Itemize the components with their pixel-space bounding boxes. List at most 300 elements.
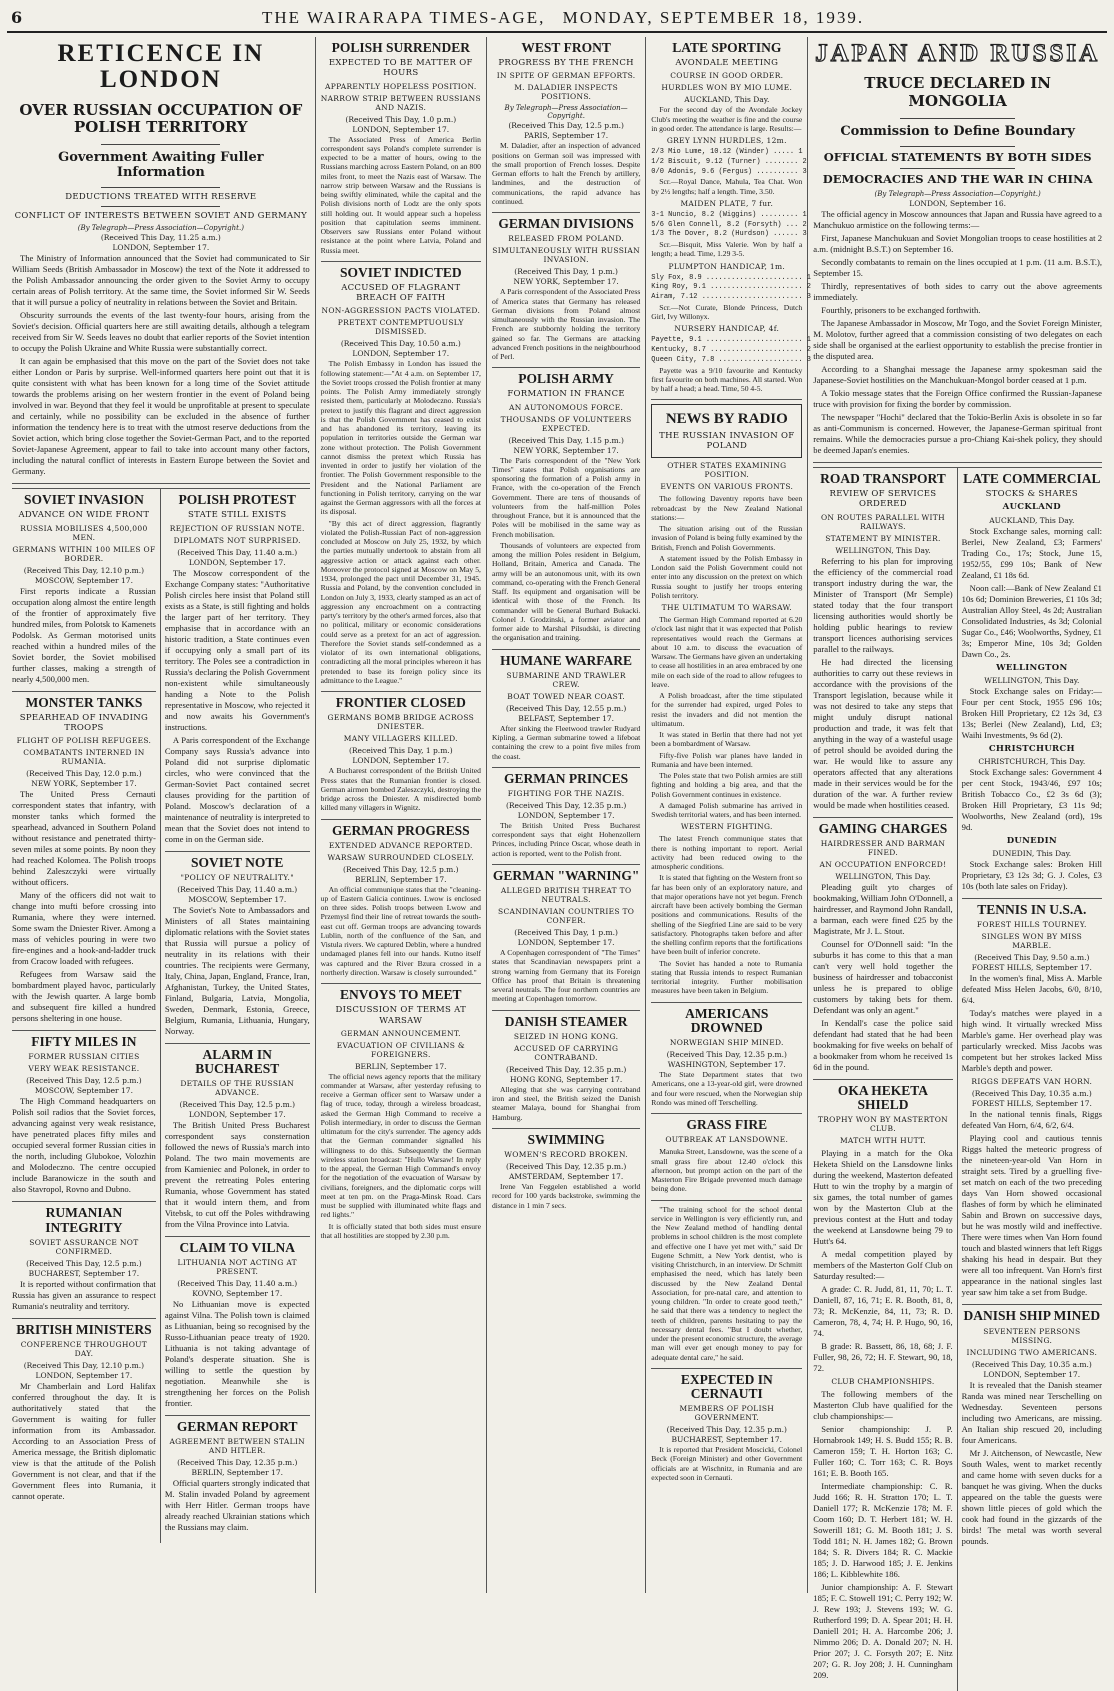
article-danish-steamer	[492, 1015, 640, 1129]
column-4	[487, 37, 646, 1593]
headline: FRONTIER CLOSED	[335, 695, 466, 711]
subhead: VERY WEAK RESISTANCE.	[28, 1064, 140, 1074]
market-heading: CHRISTCHURCH	[988, 743, 1075, 754]
paragraph: According to a Shanghai message the Japanese army spokesman said the Japanese-Soviet hostilities on the Manchukuan-Mongol border ceased at 1 p.m.	[813, 364, 1102, 386]
subhead: PRETEXT CONTEMPTUOUSLY DISMISSED.	[337, 318, 464, 337]
paragraph: The Soviet has handed a note to Rumania stating that Russia intends to respect Rumanian territorial integrity. Further mobilisation measures have been taken in Belgium.	[651, 958, 803, 996]
subhead: EXTENDED ADVANCE REPORTED.	[328, 840, 473, 850]
headline: SOVIET NOTE	[191, 854, 284, 870]
subhead: SEIZED IN HONG KONG.	[513, 1031, 619, 1041]
race-note: Scr.—Royal Dance, Mahula, Tea Chat. Won by 2½ lengths; half a length. Time, 3.50.	[651, 177, 803, 196]
subhead: SUBMARINE AND TRAWLER CREW.	[506, 670, 626, 689]
subhead: HAIRDRESSER AND BARMAN FINED.	[820, 838, 946, 857]
subhead: MANY VILLAGERS KILLED.	[343, 734, 458, 744]
subhead: DETAILS OF THE RUSSIAN ADVANCE.	[180, 1079, 295, 1098]
race-note: Scr.—Not Curate, Blonde Princess, Dutch Girl, Ivy Willonyx.	[651, 302, 803, 322]
race-result: 0/0 Adonis, 9.6 (Fergus) .......... 3	[651, 167, 807, 176]
dateline: FOREST HILLS, September 17.	[971, 1099, 1092, 1109]
headline: BRITISH MINISTERS	[16, 1321, 152, 1337]
received-time: (Received This Day, 11.40 a.m.)	[177, 884, 298, 894]
paragraph: Mr J. Aitchenson, of Newcastle, New South Wales, went to market recently and came home with seven ducks for a banquet he was giving. When the ducks appeared on the table the guests were shown little pieces of gold which the cook had found in the gizzards of the birds! The metal was worth several pounds.	[961, 1447, 1102, 1546]
paragraph: A statement issued by the Polish Embassy in London said the Polish Government could not enter into any discussion on the pretext on which Russia sought to justify her troops entering Polish territory.	[651, 553, 803, 600]
paragraph: No Lithuanian move is expected against Vilna. The Polish town is claimed as Lithuanian, being so recognised by the Russo-Lithuanian peace treaty of 1920. Lithuania is not taking advantage of Poland's desperate situation. She is willing to settle the question by negotiation. Meanwhile she is strengthening her forces on the Polish frontier.	[164, 1299, 310, 1409]
subhead: OUTBREAK AT LANSDOWNE.	[665, 1135, 789, 1145]
market-heading: AUCKLAND	[1002, 502, 1061, 513]
paragraph: Thousands of volunteers are expected from among the million Poles resident in Belgium, Holland, Britain, America and Canada. The army will be an autonomous unit, with its own command, co-operating with the French General Staff. Its equipment and organisation will be identical with those of the French. Its commander will be General Burhard Bukacki. Colonel J. Grodzinski, a former aviator and former aide to Marshal Pilsudski, is directing the organisation and training.	[491, 540, 641, 643]
paragraph: A Polish broadcast, after the time stipulated for the surrender had expired, urged Poles to resist the invaders and did not mention the ultimatum.	[651, 691, 803, 728]
paragraph: Stock Exchange sales on Friday:—Four per cent Stock, 1955 £96 10s; Broken Hill Proprietary, £2 12s 3d, £3 13s; Berlei (New Zealand), Ltd, £3; Waihi Investments, 9s 6d (2).	[961, 685, 1102, 740]
dateline: AUCKLAND, This Day.	[684, 95, 770, 105]
received-time: (Received This Day, 12.35 p.m.)	[505, 800, 627, 810]
race-title: GREY LYNN HURDLES, 12m.	[666, 136, 787, 146]
article-british-ministers	[12, 1323, 156, 1508]
article-german-progress	[321, 824, 481, 985]
dateline: KOVNO, September 17.	[192, 1289, 283, 1299]
paragraph: Refugees from Warsaw said the bombardment played havoc, particularly with the Jewish quarter. A large bomb and subsequent fire killed a hundred persons sheltering in one house.	[12, 969, 156, 1024]
paragraph: He had directed the licensing authorities to carry out these reviews in accordance with the provisions of the Transport legislation, because while it was not desired to take any steps that might unduly disrupt national production and trade, it was felt that anything in the way of a wasteful usage of petrol should be avoided during the war. He would like to assure any operators affected that any alterations made in their services would be for the duration of the war. A further review would be made when hostilities ceased.	[813, 656, 953, 810]
headline: ENVOYS TO MEET	[340, 987, 462, 1003]
paragraph: It is reported that President Moscicki, Colonel Beck (Foreign Minister) and other Government officials are at Wischnitz, in Rumania and are expected soon in Cernauti.	[651, 1445, 803, 1482]
paragraph: Noon call:—Bank of New Zealand £1 10s 6d; Dominion Breweries, £1 10s 3d; Australian Alloy Steel, 4s 2d; Australian Consolidated Industries, 4s 3d; Colonial Sugar Co., £46; Woolworths, Sydney, £1 3s; Emperor Mine, 10s 3d; Golden Dawn Co., 2s.	[961, 582, 1102, 659]
received-time: (Received This Day, 10.35 a.m.)	[971, 1089, 1092, 1099]
paragraph: First, Japanese Manchukuan and Soviet Mongolian troops to cease hostilities at 2 a.m. (midnight B.S.T.) on September 16.	[813, 233, 1102, 255]
subhead: SIMULTANEOUSLY WITH RUSSIAN INVASION.	[492, 246, 640, 265]
paragraph: The latest French communique states that there is nothing important to report. Aerial activity had been reduced owing to the atmospheric conditions.	[651, 834, 803, 872]
masthead-line	[262, 8, 864, 28]
paragraph: The British United Press Bucharest correspondent says consternation followed the news of Russia's march into Poland. The two main movements are from Kamieniec and Polonek, in order to prevent the retreating Poles entering Rumania, whose Government has stated that it would intern them, and from Vitebsk, to cut off the Poles withdrawing from the Vilna Province into Latvia.	[164, 1120, 310, 1230]
dateline: LONDON, September 17.	[352, 124, 450, 134]
paragraph: After sinking the Fleetwood trawler Rudyard Kipling, a German submarine towed a lifeboat containing the crew to a point five miles from the coast.	[491, 723, 641, 761]
subhead: BOAT TOWED NEAR COAST.	[507, 691, 625, 701]
deck: SPEARHEAD OF INVADING TROOPS	[19, 712, 149, 733]
deck: THE RUSSIAN INVASION OF POLAND	[659, 431, 795, 452]
right-subcolumns	[813, 467, 1102, 1691]
column-5	[646, 37, 811, 1593]
race-result: 1/2 Biscuit, 9.12 (Turner) ........ 2	[651, 157, 807, 166]
article-monster-tanks	[12, 696, 156, 1032]
paragraph: Mr Chamberlain and Lord Halifax conferred throughout the day. It is authoritatively stated that the Government is waiting for fuller information from its Ambassador. According to an Association Press of America message, the British diplomatic view is that the attitude of the Polish Government is not clear, and that if the Government flees into Rumania, it cannot operate.	[12, 1380, 156, 1501]
subhead: STATEMENT BY MINISTER.	[825, 533, 941, 543]
dateline: LONDON, September 17.	[352, 349, 450, 359]
race-title: MAIDEN PLATE, 7 fur.	[680, 198, 774, 208]
received-time: (Received This Day, 11.40 a.m.)	[177, 1279, 298, 1289]
paragraph: Stock Exchange sales, morning call: Berlei, New Zealand, £3; Farmers' Trading Co., 17s; Stock, June 15, 1952/55, £99 10s; Bank of New Zealand, £1 18s 6d.	[961, 525, 1102, 580]
subhead: LITHUANIA NOT ACTING AT PRESENT.	[177, 1258, 297, 1277]
subhead: AN OCCUPATION ENFORCED!	[819, 859, 947, 869]
article-german-divisions	[492, 217, 640, 368]
dateline: BERLIN, September 17.	[355, 1061, 447, 1071]
received-time: (Received This Day, 12.10 p.m.)	[23, 565, 145, 575]
headline: ALARM IN BUCHAREST	[195, 1046, 280, 1076]
paragraph: Intermediate championship: C. R. Judd 166; R. H. Stratton 170; L. T. Daniell 177; R. McKenzie 178; M. F. Coom 160; D. T. Herbert 181; W. H. Sowerill 181; G. M. Booth 181; J. S. Todd 181; N. H. James 182; G. Brown 184; S. R. Divers 184; R. C. Mackie 185; J. D. Harwood 185; J. E. Jenkins 186; L. Kibblewhite 186.	[813, 1481, 953, 1580]
headline: NEWS BY RADIO	[665, 411, 788, 428]
race-result: Kentucky, 8.7 ...................... 2	[651, 346, 811, 355]
headline: OKA HEKETA SHIELD	[837, 1082, 929, 1113]
received-time: (Received This Day, 12.35 p.m.)	[505, 1162, 627, 1171]
headline: POLISH ARMY	[518, 371, 614, 387]
paragraph: The State Department states that two Americans, one a 13-year-old girl, were drowned and four were rescued, when the Norwegian ship Rondo was mined off Terschelling.	[651, 1070, 803, 1107]
dateline: LONDON, September 17.	[188, 1110, 286, 1120]
received-time: (Received This Day, 10.50 a.m.)	[340, 339, 461, 349]
headline: FIFTY MILES IN	[31, 1034, 137, 1050]
dateline: BELFAST, September 17.	[518, 713, 615, 723]
deck: Commission to Define Boundary	[840, 123, 1075, 139]
article-oka-heketa	[813, 1084, 952, 1687]
dateline: LONDON, September 17.	[112, 243, 210, 253]
paragraph: B grade: R. Bassett, 86, 18, 68; J. F. Fuller, 98, 26, 72; H. F. Stewart, 90, 18, 72.	[813, 1341, 953, 1374]
race-title: PLUMPTON HANDICAP, 1m.	[668, 261, 786, 271]
paragraph: In Kendall's case the police said defendant had stated that he had been bookmaking for five weeks on behalf of a bookmaker from whom he received 1s 6d in the pound.	[813, 1017, 953, 1072]
paragraph: It is stated that fighting on the Western front so far has been only of an exploratory nature, and that major operations have not yet begun. French aircraft have been actively bombing the German positions and communications. Results of the shelling of the Siegfried Line are said to be very satisfactory. Photographs taken before and after the shelling confirm reports that the fortifications have been built of inferior concrete.	[651, 873, 803, 957]
headline: GAMING CHARGES	[818, 820, 948, 836]
issue-date: MONDAY, SEPTEMBER 18, 1939.	[562, 8, 865, 27]
paragraph: Official quarters strongly indicated that M. Stalin invaded Poland by agreement with Herr Hitler. German troops have already reached Ukrainian stations which the Russians may claim.	[164, 1478, 310, 1533]
paragraph: The Soviet's Note to Ambassadors and Ministers of all States maintaining diplomatic relations with the Soviet states that Russia will pursue a policy of neutrality in its relations with their countries. The recipients were Germany, Italy, China, Japan, England, France, Iran, Afghanistan, Turkey, the United States, Finland, Bulgaria, Latvia, Mongolia, Sweden, Denmark, Estonia, Greece, Belgium, Rumania, Lithuania, Hungary, Norway.	[164, 904, 310, 1036]
paragraph: It was stated in Berlin that there had not yet been a bombardment of Warsaw.	[651, 730, 803, 749]
received-time: (Received This Day, 12.55 p.m.)	[505, 703, 627, 713]
deck: OFFICIAL STATEMENTS BY BOTH SIDES	[823, 149, 1092, 164]
subhead: GERMANS WITHIN 100 MILES OF BORDER.	[12, 544, 156, 563]
article-road-transport	[813, 472, 952, 818]
received-time: (Received This Day, 12.0 p.m.)	[26, 769, 142, 779]
received-time: (Received This Day, 11.40 a.m.)	[177, 547, 298, 557]
paragraph: A Paris correspondent of the Exchange Company says Russia's advance into Poland did not surprise diplomatic circles, who were convinced that the German-Soviet Pact contained secret clauses providing for the partition of Poland. Moscow's declaration of a maintenance of neutrality is interpreted to mean that the Soviet does not intend to come in on the German side.	[164, 734, 310, 844]
article-claim-vilna	[165, 1241, 310, 1416]
subhead: "POLICY OF NEUTRALITY."	[180, 872, 294, 882]
article-envoys	[321, 988, 481, 1246]
race-result: 5/6 Glen Connell, 8.2 (Forsyth) ... 2	[651, 220, 807, 229]
dateline: NEW YORK, September 17.	[513, 445, 619, 455]
dateline: WELLINGTON, This Day.	[835, 871, 931, 881]
paragraph: A Copenhagen correspondent of "The Times" states that Scandinavian newspapers print a strong warning from Germany that its Foreign Office has proof that Britain is threatening several neutrals. The four northern countries are meeting at Copenhagen tomorrow.	[491, 948, 641, 1004]
headline: ROAD TRANSPORT	[820, 471, 946, 487]
dateline: BERLIN, September 17.	[355, 874, 447, 884]
paragraph: Obscurity surrounds the events of the last twenty-four hours, arising from the Soviet's decision. Official quarters here are still awaiting details, although a telegram received from Sir W. Seeds leaves no doubt that earlier reports of the Soviet intention to occupy the Polish Ukraine and White Russia were substantially correct.	[12, 310, 310, 354]
deck: REVIEW OF SERVICES ORDERED	[829, 489, 937, 510]
article-fifty-miles	[12, 1035, 156, 1202]
subhead: THOUSANDS OF VOLUNTEERS EXPECTED.	[500, 414, 632, 433]
subhead: SINGLES WON BY MISS MARBLE.	[981, 932, 1083, 951]
subhead: IN SPITE OF GERMAN EFFORTS.	[496, 71, 636, 81]
article-late-commercial	[962, 472, 1102, 899]
paragraph: Referring to his plan for improving the efficiency of the commercial road transport industry during the war, the Minister of Transport (Mr Semple) stated today that the four transport licensing authorities would shortly be holding public hearings to review transport licences authorising services parallel to the railways.	[813, 555, 953, 654]
paragraph: The German High Command reported at 6.20 o'clock last night that it was expected that Polish representatives would reach the Germans at about 10 a.m. to discuss the evacuation of Warsaw. The Germans have given an undertaking to cease all hostilities in an area embraced by one mile on each side of the road to allow refugees to leave.	[651, 615, 803, 689]
paragraph: An official communique states that the "cleaning-up of Eastern Galicia continues. Lwow is enclosed on three sides. Polish troops between Lwow and Przemysl find their line of retreat towards the south-east cut off. German troops are advancing towards Lublin, north of the confluence of the San, and Vistula rivers. We captured Deblin, where a hundred undamaged planes fell into our hands. Kutno itself was captured and the River Bzura crossed in a northerly direction. Warsaw is closely surrounded."	[320, 884, 481, 977]
headline: RETICENCE IN LONDON	[57, 40, 265, 94]
subhead: DEDUCTIONS TREATED WITH RESERVE	[65, 191, 257, 202]
headline: GERMAN DIVISIONS	[498, 216, 634, 232]
subhead: RUSSIA MOBILISES 4,500,000 MEN.	[20, 523, 148, 542]
headline: GRASS FIRE	[686, 1117, 768, 1133]
article-tennis	[962, 903, 1102, 1305]
deck: TRUCE DECLARED IN MONGOLIA	[864, 74, 1052, 110]
dateline: AUCKLAND, This Day.	[989, 515, 1075, 525]
paragraph: "The training school for the school dental service in Wellington is very efficiently run, and the New Zealand method of handling dental problems in school children is the most complete and effective one I have yet met with," said Dr Eugene Schmitt, a New York dentist, who is visiting Christchurch, in an interview. Dr Schmitt emphasised the need, which has lately been discussed by the New Zealand Dental Association, for pre-natal care, and attention to young children. "In order to create good teeth," he said that there was a tendency to neglect the teeth of children, parents hesitating to pay the necessary dental fees. "But I doubt whether, under the present economic structure, the average man will ever get enough money to pay for adequate dental care," he said.	[651, 1204, 803, 1362]
article-frontier-closed	[321, 696, 481, 819]
subhead: AGREEMENT BETWEEN STALIN AND HITLER.	[169, 1437, 306, 1456]
dateline: HONG KONG, September 17.	[509, 1074, 623, 1084]
deck: EXPECTED TO BE MATTER OF HOURS	[328, 58, 473, 79]
paragraph: Fifty-five Polish war planes have landed in Rumania and have been interned.	[651, 750, 803, 769]
received-time: (Received This Day, 12.35 p.m.)	[666, 1050, 787, 1060]
paragraph: Junior championship: A. F. Stewart 185; F. C. Stowell 191; C. Perry 192; W. J. Rew 193; J. Stevens 193; W. G. Rutherford 199; D. A. Spear 201; H. H. Daniell 201; H. A. Harcombe 206; J. Nimmo 206; D. A. Donald 207; N. H. Prior 207; J. C. Forsyth 207; E. Nitz 207; G. R. Joy 208; J. H. Cunningham 209.	[813, 1582, 953, 1681]
market-heading: DUNEDIN	[1006, 836, 1057, 847]
subhead: GERMAN ANNOUNCEMENT.	[340, 1028, 461, 1038]
paragraph: Thirdly, representatives of both sides to carry out the above agreements immediately.	[813, 281, 1102, 303]
received-time: (Received This Day, 12.10 p.m.)	[23, 1360, 145, 1370]
subhead: FOREST HILLS TOURNEY.	[976, 920, 1087, 930]
byline: (By Telegraph—Press Association—Copyright.)	[874, 190, 1041, 199]
headline: WEST FRONT	[521, 40, 611, 55]
paragraph: Manuka Street, Lansdowne, was the scene of a small grass fire about 12.40 o'clock this afternoon, but prompt action on the part of the Masterton Fire Brigade prevented much damage being done.	[651, 1147, 803, 1194]
headline: CLAIM TO VILNA	[179, 1240, 295, 1256]
subhead: ALLEGED BRITISH THREAT TO NEUTRALS.	[500, 886, 632, 905]
subhead: TROPHY WON BY MASTERTON CLUB.	[817, 1115, 949, 1134]
headline: POLISH SURRENDER	[331, 40, 471, 55]
paragraph: It is officially stated that both sides must ensure that all hostilities are stopped by 2.30 p.m.	[320, 1221, 481, 1240]
paragraph: Senior championship: J. P. Hornabrook 149; H. S. Budd 155; R. B. Cameron 159; T. H. Horton 163; C. Fuller 160; C. Torr 163; C. R. Boys 161; E. B. Booth 165.	[813, 1424, 953, 1479]
headline: HUMANE WARFARE	[500, 652, 633, 668]
dateline: LONDON, September 17.	[983, 1369, 1081, 1379]
paragraph: Pleading guilt yto charges of bookmaking, William John O'Donnell, a hairdresser, and Raymond John Randall, a barman, each were fined £25 by the Magistrate, Mr J. L. Stout.	[813, 881, 953, 936]
subhead: RELEASED FROM POLAND.	[508, 234, 624, 244]
paragraph: It is reported without confirmation that Russia has given an assurance to respect Rumania's neutrality and territory.	[12, 1278, 156, 1311]
received-time: (Received This Day, 12.5 p.m.)	[26, 1076, 142, 1086]
race-result: Queen City, 7.8 .................... 3	[651, 355, 811, 364]
right-column	[808, 37, 1107, 1681]
dateline: AMSTERDAM, September 17.	[508, 1172, 624, 1181]
newspaper-title: THE WAIRARAPA TIMES-AGE,	[261, 8, 546, 27]
received-time: (Received This Day, 1.0 p.m.)	[345, 114, 457, 124]
subhead: COMBATANTS INTERNED IN RUMANIA.	[23, 748, 145, 767]
subhead: FORMER RUSSIAN CITIES	[28, 1052, 140, 1062]
paragraph: The British United Press Bucharest correspondent says that eight Hohenzollern Princes, including Prince Oscar, whose death in action is reported, went to the Polish front.	[491, 820, 641, 858]
paragraph: It can again be emphasised that this move on the part of the Soviet does not take either London or Paris by surprise. Well-informed quarters here point out that it is quite consistent with what has been known for a long time of the Soviet attitude towards the problems arising on her western frontier in the event of Poland being involved in war. Beyond that they feel it would be unprofitable at present to speculate and certainly, while no possibility can be excluded in the absence of further information the tendency here is to treat with the utmost reserve deductions from the Soviet action, which bring close together the Soviet-German Pact, and to the reported Soviet-Japanese Agreement, appear to fail to take into account many other factors, including the natural conflict of interests in Eastern Europe between the Soviet and Germany.	[12, 356, 310, 477]
deck: DISCUSSION OF TERMS AT WARSAW	[335, 1005, 467, 1026]
paragraph: In the women's final, Miss A. Marble defeated Miss Helen Jacobs, 6/0, 8/10, 6/4.	[961, 973, 1102, 1006]
article-japan-russia	[813, 41, 1102, 463]
subhead: FLIGHT OF POLISH REFUGEES.	[16, 736, 152, 746]
paragraph: Stock Exchange sales: Broken Hill Proprietary, £3 12s 3d; G. J. Coles, £3 10s (both late sales on Friday).	[961, 859, 1102, 892]
paragraph: Counsel for O'Donnell said: "In the suburbs it has come to this that a man can't very well hold together the business of hairdresser and tobacconist unless he is prepared to oblige customers by taking bets for them. Defendant was only an agent."	[813, 938, 953, 1015]
paragraph: M. Daladier, after an inspection of advanced positions on German soil was impressed with the small proportion of French losses. Despite German efforts to halt the French by artillery, landmines, and the destruction of communications, the rapid advance has continued.	[491, 141, 641, 206]
received-time: (Received This Day, 1 p.m.)	[348, 746, 453, 756]
headline: GERMAN REPORT	[176, 1419, 298, 1435]
article-rumanian	[12, 1206, 156, 1318]
paragraph: The United Press Cernauti correspondent states that infantry, with monster tanks which formed the spearhead, advanced in Southern Poland without resistance and penetrated thirty-seven miles at some points. By noon they had reached Kolomea. The Polish troops behind Zaleszczyki were virtually without officers.	[12, 789, 156, 888]
subhead: HURDLES WON BY MIO LUME.	[661, 83, 793, 93]
race-result: Airam, 7.12 ........................ 3	[651, 293, 811, 302]
received-time: (Received This Day, 11.25 a.m.)	[100, 233, 221, 243]
deck: STOCKS & SHARES	[985, 489, 1079, 500]
subhead: WARSAW SURROUNDED CLOSELY.	[327, 852, 475, 862]
article-polish-surrender	[321, 41, 481, 262]
dateline: MOSCOW, September 17.	[34, 575, 133, 585]
subhead: REJECTION OF RUSSIAN NOTE.	[169, 523, 305, 533]
subhead: WESTERN FIGHTING.	[680, 822, 773, 832]
received-time: (Received This Day, 12.35 p.m.)	[666, 1425, 787, 1435]
headline: POLISH PROTEST	[178, 492, 296, 508]
headline: MONSTER TANKS	[25, 694, 143, 710]
article-soviet-invasion	[12, 493, 156, 691]
deck: OVER RUSSIAN OCCUPATION OF POLISH TERRITORY	[19, 100, 303, 136]
headline: DANISH SHIP MINED	[963, 1308, 1101, 1324]
headline: DANISH STEAMER	[504, 1013, 628, 1029]
subhead: APPARENTLY HOPELESS POSITION.	[325, 81, 477, 91]
article-warning	[492, 869, 640, 1011]
dateline: NEW YORK, September 17.	[513, 277, 619, 287]
dateline: LONDON, September 16.	[909, 199, 1007, 209]
dateline: WELLINGTON, This Day.	[835, 545, 931, 555]
race-result: Sly Fox, 8.9 ....................... 1	[651, 273, 811, 282]
subhead: SEVENTEEN PERSONS MISSING.	[983, 1326, 1081, 1345]
headline: EXPECTED IN CERNAUTI	[680, 1371, 773, 1401]
paragraph: It is revealed that the Danish steamer Randa was mined near Terschelling on Wednesday. Seventeen persons including two Americans, are missing. An Italian ship rescued 20, including four Americans.	[961, 1379, 1102, 1445]
column-3	[316, 37, 487, 1593]
paragraph: The Associated Press of America Berlin correspondent says Poland's complete surrender is expected to be a matter of hours, owing to the Russians marching across Eastern Poland, on an 800 miles front, to meet the Nazis east of Warsaw. The narrow strip between Warsaw and the Russians is being swiftly eliminated, while the capital and the Polish divisions north of Lodz are the only spots still holding out. It would appear such a hopeless position that capitulation seems imminent. Observers saw Russians enter Poland without resistance at the point where Latvia, Poland and Russia meet.	[320, 134, 481, 255]
dateline: DUNEDIN, This Day.	[992, 849, 1072, 859]
received-time: (Received This Day, 1.15 p.m.)	[508, 435, 624, 445]
headline: JAPAN AND RUSSIA	[815, 40, 1101, 67]
subhead: NORWEGIAN SHIP MINED.	[669, 1038, 784, 1048]
headline: RUMANIAN INTEGRITY	[45, 1205, 123, 1235]
dateline: LONDON, September 17.	[352, 756, 450, 766]
paragraph: A Bucharest correspondent of the British United Press states that the Rumanian frontier is closed. German airmen bombed Zaleszczyki, destroying the bridge across the Dniester. A misdirected bomb killed many villagers in Wignitz.	[320, 766, 481, 813]
subhead: SOVIET ASSURANCE NOT CONFIRMED.	[29, 1237, 139, 1256]
article-late-sporting	[651, 40, 811, 400]
masthead	[7, 6, 1107, 33]
subhead: EVACUATION OF CIVILIANS & FOREIGNERS.	[336, 1040, 465, 1059]
article-polish-army	[492, 372, 640, 649]
paragraph: Playing cool and cautious tennis Riggs halted the meteoric progress of the nineteen-year-old Van Horn in straight sets. Tired by a gruelling five-set match on each of the two preceding days Van Horn showed occasional flashes of form by which he eliminated Sabin and Brown on successive days, but he was mostly wild and ineffective. There were times when Van Horn found touch and blasted winners that left Riggs shaking his head in despair. But they were all too infrequent. Van Horn's first appearance in the national singles last year saw him take a set from Budge.	[961, 1133, 1102, 1298]
article-reticence	[12, 41, 310, 484]
headline: GERMAN "WARNING"	[492, 867, 640, 883]
paragraph: First reports indicate a Russian occupation along almost the entire length of the frontier of approximately five hundred miles, from Polotsk to Kamenets Podolsk. As German motorised units reached within a hundred miles of the Soviet border, the Soviet mobilised further classes, making a strength of nearly 4,500,000 men.	[12, 585, 156, 684]
dateline: MOSCOW, September 17.	[188, 894, 287, 904]
received-time: (Received This Day, 12.5 p.m.)	[26, 1258, 142, 1268]
headline: SOVIET INVASION	[23, 492, 144, 508]
article-humane	[492, 654, 640, 768]
article-polish-protest	[165, 493, 310, 851]
paragraph: The Japanese Ambassador in Moscow, Mr Togo, and the Soviet Foreign Minister, M. Molotov, further agreed that a commission consisting of two delegates on each side shall be organised at the earliest opportunity to establish the precise frontier in the disputed area.	[813, 318, 1102, 362]
paragraph: The official agency in Moscow announces that Japan and Russia have agreed to a Manchukuo armistice on the following terms:—	[813, 209, 1102, 231]
deck: Government Awaiting Fuller Information	[58, 150, 264, 180]
paragraph: The Ministry of Information announced that the Soviet had communicated to Sir William Seeds (British Ambassador in Moscow) the text of the Note it addressed to the Polish Ambassador announcing the order given to the Soviet Army to occupy certain areas of Polish territory. At the same time, the Soviet informed Sir W. Seeds that it will pursue a policy of neutrality in relations between the Soviet and Britain.	[12, 253, 310, 308]
article-gaming-charges	[813, 822, 952, 1080]
article-german-report	[165, 1420, 310, 1539]
paragraph: A medal competition played by members of the Masterton Golf Club on Saturday resulted:—	[813, 1249, 953, 1282]
paragraph: A damaged Polish submarine has arrived in Swedish territorial waters, and has been interned.	[651, 800, 803, 820]
received-time: (Received This Day, 12.35 p.m.)	[505, 1064, 627, 1074]
subhead: ON ROUTES PARALLEL WITH RAILWAYS.	[820, 512, 945, 531]
paragraph: In the national tennis finals, Riggs defeated Van Horn, 6/4, 6/2, 6/4.	[961, 1109, 1102, 1131]
subhead: MATCH WITH HUTT.	[839, 1136, 926, 1146]
dateline: LONDON, September 17.	[517, 810, 615, 820]
article-alarm-bucharest	[165, 1048, 310, 1237]
article-americans-drowned	[651, 1007, 802, 1114]
received-time: (Received This Day, 1 p.m.)	[514, 928, 618, 938]
dateline: CHRISTCHURCH, This Day.	[978, 757, 1086, 767]
subhead: AN AUTONOMOUS FORCE.	[509, 402, 624, 412]
headline: GERMAN PRINCES	[504, 770, 629, 786]
deck: FORMATION IN FRANCE	[507, 389, 625, 400]
article-dental	[651, 1205, 802, 1369]
paragraph: The following members of the Masterton Club have qualified for the club championships:—	[813, 1389, 953, 1422]
market-heading: WELLINGTON	[996, 662, 1068, 673]
subhead: ACCUSED OF CARRYING CONTRABAND.	[513, 1043, 619, 1062]
paragraph: A Paris correspondent of the Associated Press of America states that Germany has released German divisions from Poland almost simultaneously with the Russian invasion. The French are stubbornly holding the territory gained so far. The Germans are attacking advanced French positions in the neighbourhood of Perl.	[491, 287, 641, 362]
subhead: SCANDINAVIAN COUNTRIES TO CONFER.	[498, 907, 635, 926]
subhead: GERMANS BOMB BRIDGE ACROSS DNIESTER.	[327, 713, 475, 732]
received-time: (Received This Day, 12.5 p.m.)	[179, 1100, 296, 1110]
paragraph: Alleging that she was carrying contraband iron and steel, the British seized the Danish steamer Malaya, bound for Shanghai from Hamburg.	[491, 1084, 641, 1122]
subhead: THE ULTIMATUM TO WARSAW.	[661, 603, 792, 613]
paragraph: A grade: C. R. Judd, 81, 11, 70; L. T. Daniell, 87, 16, 71; E. R. Booth, 81, 8, 73; R. McKenzie, 84, 11, 73; R. D. Cameron, 78, 4, 74; H. P. Hugo, 90, 16, 74.	[813, 1284, 953, 1339]
subhead: WOMEN'S RECORD BROKEN.	[504, 1150, 628, 1159]
article-swimming	[492, 1133, 640, 1216]
dateline: NEW YORK, September 17.	[31, 779, 137, 789]
article-news-by-radio	[651, 404, 802, 1002]
race-result: Payette, 9.1 ....................... 1	[651, 336, 811, 345]
paragraph: For the second day of the Avondale Jockey Club's meeting the weather is fine and the course in good order. The attendance is large. Results:—	[651, 105, 803, 133]
article-soviet-note	[165, 856, 310, 1044]
headline: LATE SPORTING	[672, 40, 782, 55]
deck: STATE STILL EXISTS	[188, 510, 287, 521]
article-german-princes	[492, 772, 640, 865]
paragraph: The High Command headquarters on Polish soil radios that the Soviet forces, advancing against very weak resistance, have penetrated places fifty miles and occupied several former Russian cities in the north, including Glubokoe, Volozhin and Molodeczno. The centre occupied include Baranowicze in the south and also Stavropol, Rovno and Dubno.	[12, 1096, 156, 1195]
race-note: Scr.—Bisquit, Miss Valerie. Won by half a length; a head. Time, 1.29 3-5.	[651, 240, 803, 259]
race-title: NURSERY HANDICAP, 4f.	[674, 324, 780, 334]
article-danish-ship-mined	[962, 1309, 1102, 1552]
paragraph: "By this act of direct aggression, flagrantly violated the Polish-Russian Pact of non-aggression concluded at Moscow on July 25, 1932, by which the parties mutually undertook to abstain from all aggressive action or attack against each other. Moreover the protocol signed at Moscow on May 5, 1934, prolonged the pact until December 31, 1945. Russia and Poland, by the convention concluded in London on July 3, 1933, clearly stamped as an act of aggression any encroachment on a contracting party's territory by the other's armed forces, also that no political, military or economic considerations could serve as a pretext for an act of aggression. Therefore the Soviet stands self-condemned as a violator of its own international obligations, contradicting all the moral principles whereon it has pretended to base its foreign policy since its admittance to the League."	[320, 518, 481, 685]
race-result: 3-1 Nuncio, 8.2 (Wiggins) ......... 1	[651, 210, 807, 219]
subhead: EVENTS ON VARIOUS FRONTS.	[660, 482, 794, 492]
deck: PROGRESS BY THE FRENCH	[498, 58, 634, 69]
dateline: MOSCOW, September 17.	[34, 1086, 133, 1096]
headline: SOVIET INDICTED	[339, 264, 462, 280]
headline: TENNIS IN U.S.A.	[977, 902, 1087, 918]
subhead: FIGHTING FOR THE NAZIS.	[507, 788, 625, 798]
headline: SWIMMING	[527, 1131, 605, 1147]
received-time: (Received This Day, 9.50 a.m.)	[974, 953, 1090, 963]
headline: GERMAN PROGRESS	[331, 822, 470, 838]
subhead: INCLUDING TWO AMERICANS.	[966, 1347, 1098, 1357]
paragraph: The situation arising out of the Russian invasion of Poland is being fully examined by the British, French and Polish Governments.	[651, 524, 803, 552]
paragraph: Fourthly, prisoners to be exchanged forthwith.	[821, 305, 981, 316]
dateline: FOREST HILLS, September 17.	[971, 963, 1092, 973]
subhead: NARROW STRIP BETWEEN RUSSIANS AND NAZIS.	[320, 93, 481, 112]
subhead: M. DALADIER INSPECTS POSITIONS.	[514, 83, 619, 102]
dateline: BUCHAREST, September 17.	[28, 1268, 140, 1278]
deck: ADVANCE ON WIDE FRONT	[18, 510, 150, 521]
paragraph: The following Daventry reports have been rebroadcast by the New Zealand National stations:—	[651, 494, 803, 522]
dateline: LONDON, September 17.	[517, 938, 615, 948]
subhead: COURSE IN GOOD ORDER.	[670, 71, 784, 81]
paragraph: The Moscow correspondent of the Exchange Company states: "Authoritative Polish circles here insist that Poland still exists as a State, is still fighting and holds the larger part of her territory. They emphasise that in accordance with an historic tradition, a State continues even if occupying only a small part of its territory. The Poles see a contradiction in Russia's declaring the Polish Government non-existent while simultaneously handing a Note to the Polish representative in Moscow, who rejected it and now awaits his Government's instructions.	[164, 567, 310, 732]
received-time: (Received This Day, 1 p.m.)	[514, 267, 618, 277]
paragraph: The Poles state that two Polish armies are still fighting and holding a big area, and that the Polish Government continues in existence.	[651, 771, 803, 799]
left-subcolumns	[12, 488, 310, 1543]
race-note: Payette was a 9/10 favourite and Kentucky first favourite on both machines. All started. Won by half a head; a head. Time, 50 4-5.	[651, 365, 803, 394]
paragraph: Today's matches were played in a high wind. It virtually wrecked Miss Marble's game. Her overhead play was particularly wrecked. Miss Jacobs was competent but her strokes lacked Miss Marble's depth and power.	[961, 1008, 1102, 1074]
subhead: MEMBERS OF POLISH GOVERNMENT.	[679, 1404, 775, 1423]
dateline: BUCHAREST, September 17.	[671, 1435, 783, 1445]
subhead: CLUB CHAMPIONSHIPS.	[831, 1377, 935, 1387]
page-number: 6	[11, 8, 24, 27]
paragraph: The official news agency reports that the military commander at Warsaw, after yesterday refusing to receive a German officer sent to Warsaw under a flag of truce, today, through a wireless broadcast, asked the German High Command to receive a Polish intermediary, in order to discuss the German ultimatum for the city's surrender. The agency adds that the German commander signalled his willingness to do this. Subsequently the German wireless station broadcast: "Hullo Warsaw! In reply to the appeal, the German High Command's envoy for the negotiation of the evacuation of Warsaw by civilians, foreigners, and the diplomatic corps will meet at ten pm. on the Praga-Minsk Road. Cars must be supplied with illuminated white flags and red lights."	[320, 1071, 481, 1220]
paragraph: Playing in a match for the Oka Heketa Shield on the Lansdowne links during the weekend, Masterton defeated Hutt to win the trophy by a margin of six games, the total number of games won by the Masterton Club at the previous contest at the Hutt and today the weekend at Lansdowne being 79 to Hutt's 64.	[813, 1148, 953, 1247]
subhead: CONFERENCE THROUGHOUT DAY.	[20, 1339, 148, 1358]
